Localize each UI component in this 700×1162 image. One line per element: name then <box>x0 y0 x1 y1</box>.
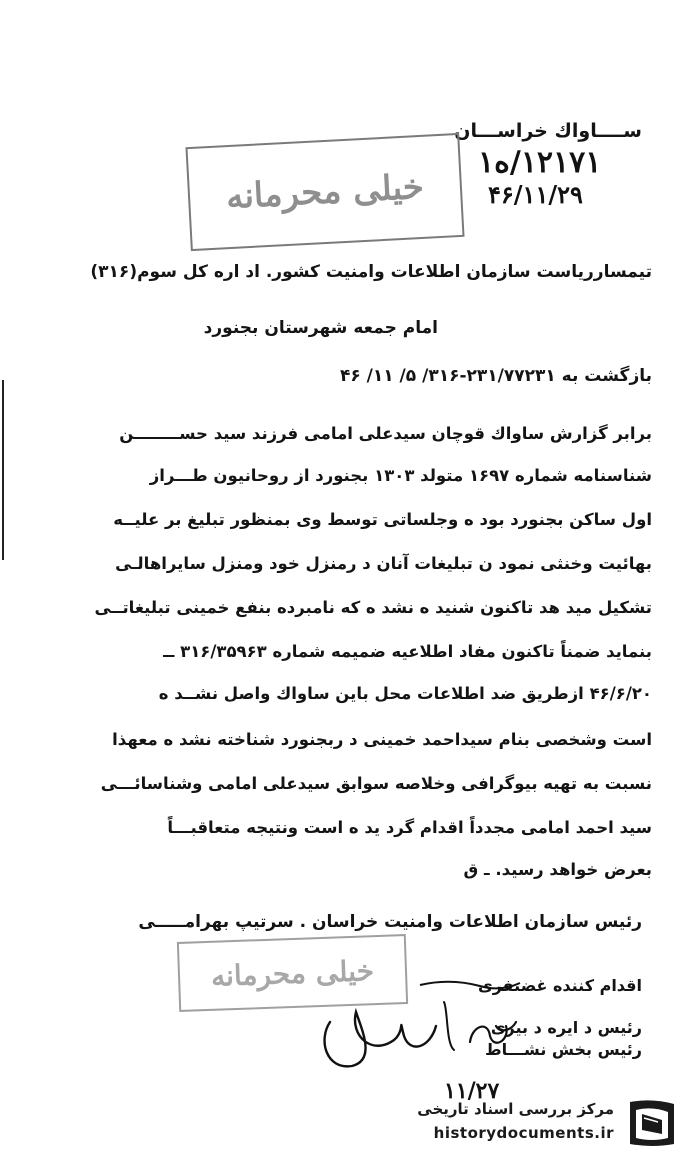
handwritten-date: ۴۶/۱۱/۲۹ <box>488 180 583 209</box>
classification-stamp-bottom <box>177 934 408 1012</box>
body-line: شناسنامه شماره ۱۶۹۷ متولد ۱۳۰۳ بجنورد از روحانیون طـــراز <box>149 466 652 485</box>
office-head-line: رئیس د ایره د بیری <box>490 1018 642 1037</box>
sender-line: رئیس سازمان اطلاعات وامنیت خراسان . سرتیپ بهرامـــــی <box>138 912 642 932</box>
reference-line: بازگشت به ۲۳۱/۷۷۲۳۱-۳۱۶/ ۵/ ۱۱/ ۴۶ <box>339 366 652 386</box>
stamp-bottom-text: خیلی محرمانه <box>210 953 375 993</box>
body-line: تشکیل مید هد تاکنون شنید ه نشد ه که نامبرده بنفع خمینی تبلیغاتــی <box>94 598 652 617</box>
prepared-by-line: اقدام کننده غضنفری <box>478 976 642 995</box>
handwritten-bottom-date: ۱۱/۲۷ <box>444 1078 500 1104</box>
signature-scribble-left <box>325 1012 436 1066</box>
archive-watermark <box>412 1096 682 1152</box>
classification-stamp-top <box>185 133 464 251</box>
watermark-title: مرکز بررسی اسناد تاریخی <box>417 1100 614 1118</box>
body-line: اول ساکن بجنورد بود ه وجلساتی توسط وی بمنظور تبلیغ بر علیــه <box>113 510 652 529</box>
body-line: ۴۶/۶/۲۰ ازطریق ضد اطلاعات محل باین ساواك واصل نشــد ه <box>158 684 652 703</box>
archive-logo-icon <box>622 1096 682 1152</box>
body-line: بنماید ضمناً تاکنون مفاد اطلاعیه ضمیمه شماره ۳۱۶/۳۵۹۶۳ ــ <box>163 642 652 661</box>
recipient-line: تیمسارریاست سازمان اطلاعات وامنیت کشور. اد اره کل سوم(۳۱۶) <box>90 262 652 282</box>
handwritten-ref-number: ۱۲۱۷۱/ه۱ <box>478 145 602 180</box>
binding-edge <box>0 380 6 560</box>
body-line: بعرض خواهد رسید. ـ ق <box>463 860 652 879</box>
body-line: بهائیت وخنثی نمود ن تبلیغات آنان د رمنزل خود ومنزل سایراهالـی <box>115 554 652 573</box>
section-head-line: رئیس بخش نشـــاط <box>485 1040 642 1059</box>
watermark-url: historydocuments.ir <box>433 1124 614 1142</box>
body-line: نسبت به تهیه بیوگرافی وخلاصه سوابق سیدعلی امامی وشناسائـــی <box>100 774 652 793</box>
header-org: ســــاواك خراســـان <box>454 120 642 142</box>
body-line: است وشخصی بنام سیداحمد خمینی د ربجنورد شناخته نشد ه معهذا <box>112 730 652 749</box>
body-line: برابر گزارش ساواك قوچان سیدعلی امامی فرزند سید حســــــــن <box>119 424 652 443</box>
body-line: سید احمد امامی مجدداً اقدام گرد ید ه است ونتیجه متعاقبـــاً <box>167 818 652 837</box>
subject-line: امام جمعه شهرستان بجنورد <box>203 318 438 338</box>
signature-flourish <box>444 1002 454 1050</box>
stamp-top-text: خیلی محرمانه <box>225 166 425 218</box>
